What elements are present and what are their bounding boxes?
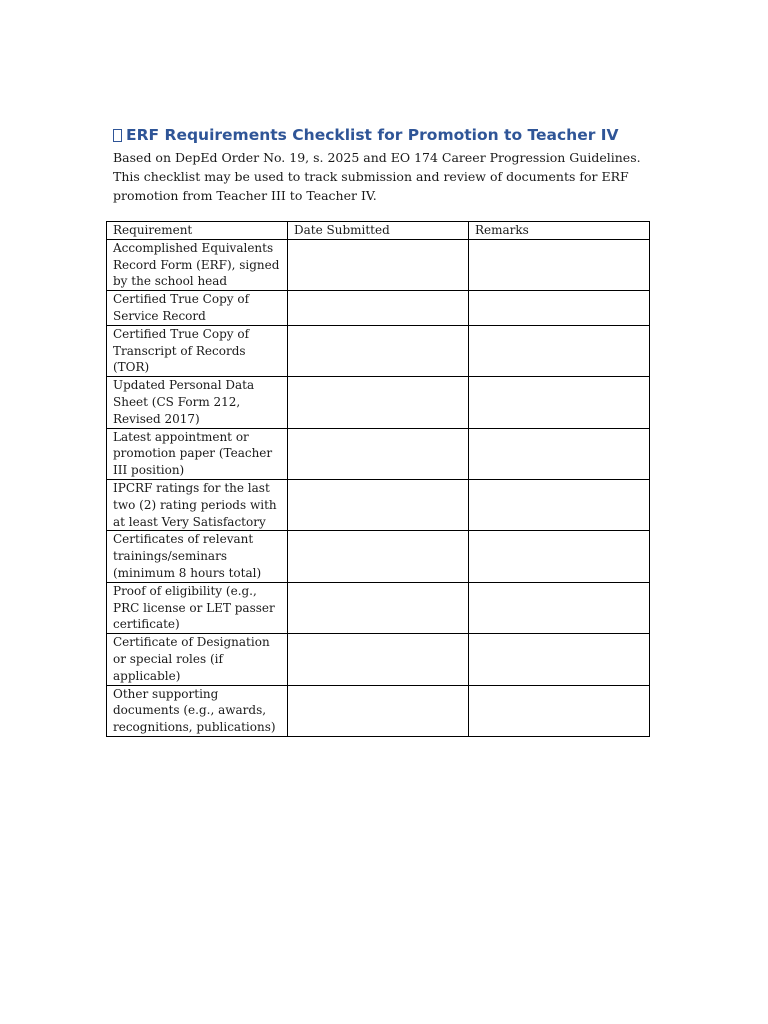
date-submitted-cell <box>288 479 469 530</box>
document-icon <box>113 129 122 142</box>
table-row <box>107 634 650 685</box>
date-submitted-cell <box>288 531 469 582</box>
requirement-cell: Certified True Copy of Transcript of Records (TOR) <box>107 325 288 376</box>
table-row <box>107 685 650 736</box>
heading-text: ERF Requirements Checklist for Promotion to Teacher IV <box>126 126 619 144</box>
requirement-cell: IPCRF ratings for the last two (2) rating periods with at least Very Satisfactory <box>107 479 288 530</box>
requirement-cell: Latest appointment or promotion paper (Teacher III position) <box>107 428 288 479</box>
remarks-cell <box>469 428 650 479</box>
table-row <box>107 239 650 290</box>
requirement-cell: Other supporting documents (e.g., awards, recognitions, publications) <box>107 685 288 736</box>
requirement-cell: Accomplished Equivalents Record Form (ERF), signed by the school head <box>107 239 288 290</box>
table-row <box>107 582 650 633</box>
column-header-date-submitted: Date Submitted <box>288 222 469 240</box>
date-submitted-cell <box>288 634 469 685</box>
document-heading <box>113 124 673 146</box>
table-row <box>107 325 650 376</box>
table-row <box>107 291 650 326</box>
remarks-cell <box>469 634 650 685</box>
date-submitted-cell <box>288 291 469 326</box>
requirements-table <box>106 221 650 737</box>
requirement-cell: Certificate of Designation or special roles (if applicable) <box>107 634 288 685</box>
remarks-cell <box>469 325 650 376</box>
table-header-row <box>107 222 650 240</box>
remarks-cell <box>469 685 650 736</box>
date-submitted-cell <box>288 239 469 290</box>
date-submitted-cell <box>288 325 469 376</box>
column-header-remarks: Remarks <box>469 222 650 240</box>
remarks-cell <box>469 531 650 582</box>
remarks-cell <box>469 582 650 633</box>
date-submitted-cell <box>288 685 469 736</box>
requirement-cell: Certificates of relevant trainings/seminars (minimum 8 hours total) <box>107 531 288 582</box>
table-row <box>107 428 650 479</box>
column-header-requirement: Requirement <box>107 222 288 240</box>
table-row <box>107 531 650 582</box>
intro-paragraph: Based on DepEd Order No. 19, s. 2025 and EO 174 Career Progression Guidelines. This checklist may be used to track submission and review of documents for ERF promotion from Teacher III to Teacher IV. <box>113 150 641 203</box>
requirement-cell: Certified True Copy of Service Record <box>107 291 288 326</box>
remarks-cell <box>469 377 650 428</box>
table-row <box>107 479 650 530</box>
requirement-cell: Proof of eligibility (e.g., PRC license or LET passer certificate) <box>107 582 288 633</box>
table-row <box>107 377 650 428</box>
remarks-cell <box>469 479 650 530</box>
remarks-cell <box>469 291 650 326</box>
date-submitted-cell <box>288 582 469 633</box>
date-submitted-cell <box>288 377 469 428</box>
requirement-cell: Updated Personal Data Sheet (CS Form 212, Revised 2017) <box>107 377 288 428</box>
date-submitted-cell <box>288 428 469 479</box>
remarks-cell <box>469 239 650 290</box>
